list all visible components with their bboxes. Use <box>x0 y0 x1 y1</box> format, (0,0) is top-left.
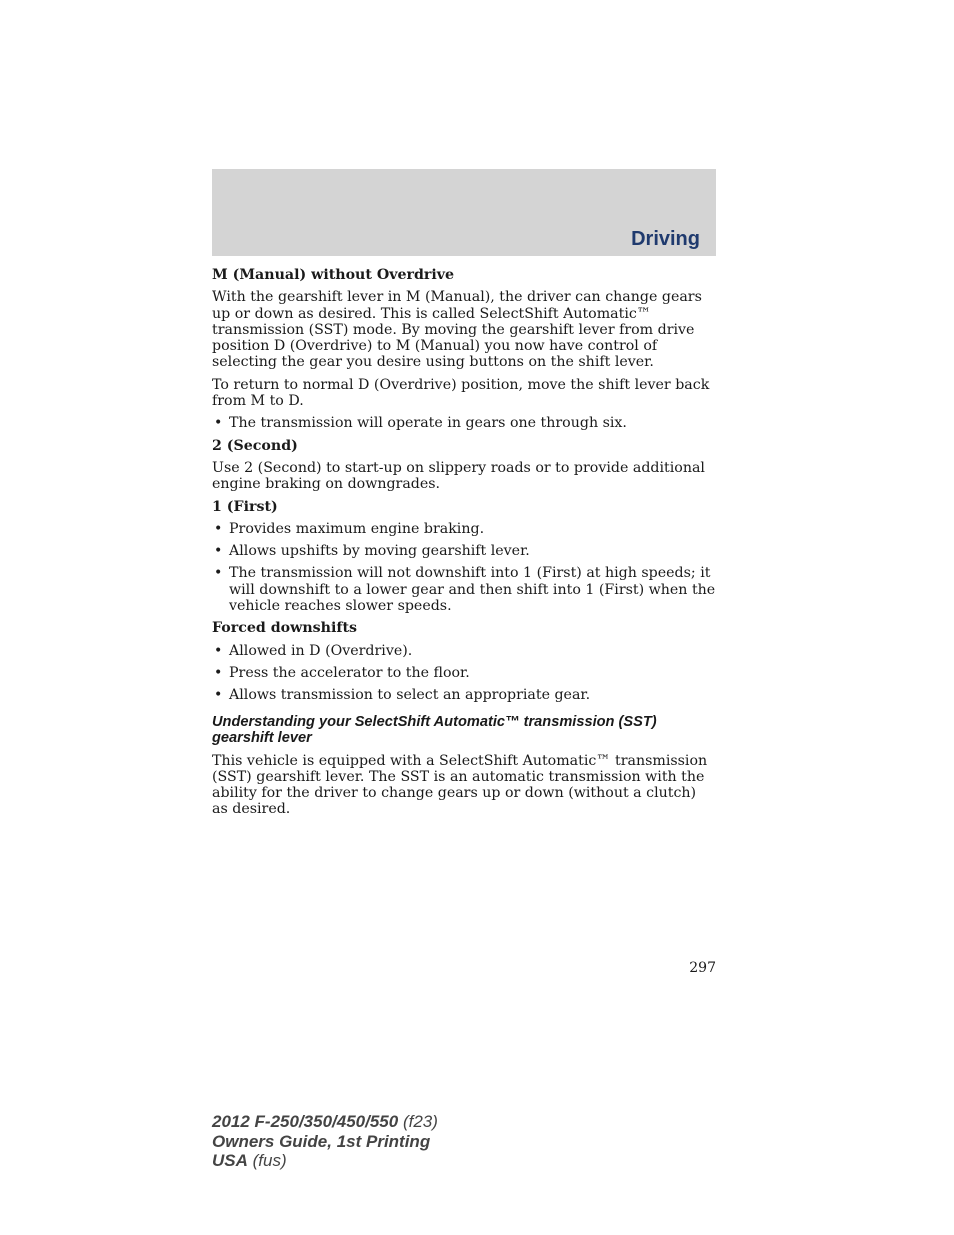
paragraph-manual-1: With the gearshift lever in M (Manual), the driver can change gears up or down as desired. This is called SelectShift Automatic™ transmission (SST) mode. By moving the gearshift lever from drive position D (Overdrive) to M (Manual) you now have control of selecting the gear you desire using buttons on the shift lever. <box>212 289 702 371</box>
footer-model-code: (f23) <box>402 1112 438 1131</box>
footer-edition: Owners Guide, 1st Printing <box>212 1131 431 1151</box>
bullet-list-manual <box>212 415 716 431</box>
list-item: • Allows upshifts by moving gearshift lever. <box>212 543 716 559</box>
heading-forced-downshifts: Forced downshifts <box>212 620 358 637</box>
paragraph-second: Use 2 (Second) to start-up on slippery roads or to provide additional engine braking on downgrades. <box>212 459 705 493</box>
list-item: • Allowed in D (Overdrive). <box>212 643 716 659</box>
page-number: 297 <box>689 960 716 976</box>
list-item: • The transmission will operate in gears one through six. <box>212 415 716 431</box>
list-item: • The transmission will not downshift into 1 (First) at high speeds; it will downshift to a lower gear and then shift into 1 (First) when the vehicle reaches slower speeds. <box>212 565 716 614</box>
footer-line-2 <box>212 1132 438 1152</box>
heading-sst: Understanding your SelectShift Automatic™ transmission (SST) gearshift lever <box>212 713 657 746</box>
bullet-list-forced <box>212 643 716 704</box>
footer-line-1 <box>212 1112 438 1132</box>
list-item: • Press the accelerator to the floor. <box>212 665 716 681</box>
footer-market: USA <box>212 1151 248 1170</box>
section-header-band <box>212 169 716 256</box>
section-title: Driving <box>631 228 700 250</box>
list-item: • Provides maximum engine braking. <box>212 521 716 537</box>
footer-imprint <box>212 1112 438 1171</box>
bullet-list-first <box>212 521 716 614</box>
heading-manual: M (Manual) without Overdrive <box>212 267 455 283</box>
footer-model: 2012 F-250/350/450/550 <box>212 1112 399 1131</box>
heading-first: 1 (First) <box>212 498 278 515</box>
list-item: • Allows transmission to select an appropriate gear. <box>212 687 716 703</box>
paragraph-sst: This vehicle is equipped with a SelectShift Automatic™ transmission (SST) gearshift lever. The SST is an automatic transmission with the ability for the driver to change gears up or down (without a clutch) as desired. <box>212 752 708 818</box>
page-content <box>212 267 716 824</box>
footer-line-3 <box>212 1151 438 1171</box>
footer-market-code: (fus) <box>252 1151 287 1170</box>
paragraph-manual-2: To return to normal D (Overdrive) position, move the shift lever back from M to D. <box>212 376 710 410</box>
heading-second: 2 (Second) <box>212 437 298 454</box>
